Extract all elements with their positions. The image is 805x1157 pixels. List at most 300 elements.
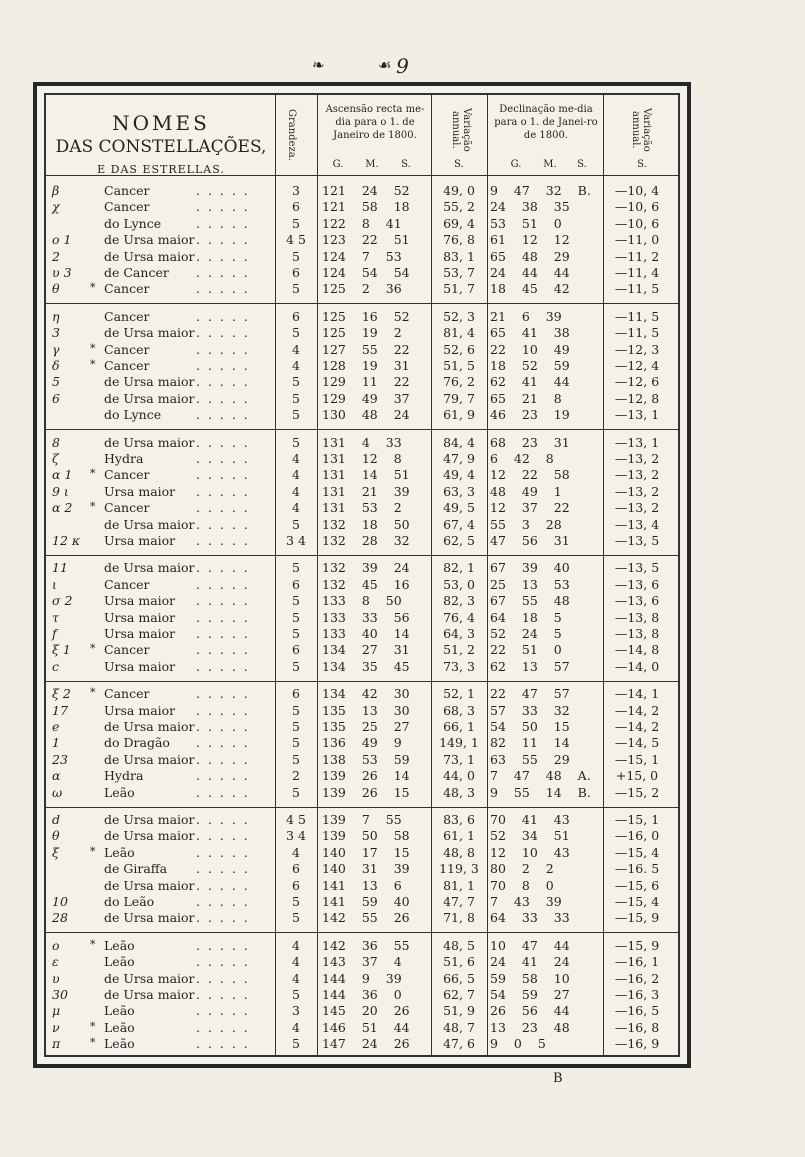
right-ascension: 129 11 22	[322, 374, 410, 390]
table-row	[46, 533, 678, 549]
declination: 67 39 40	[490, 560, 570, 576]
right-ascension: 140 31 39	[322, 861, 410, 877]
dec-variation: —15, 9	[614, 937, 660, 953]
dec-variation: —16, 9	[614, 1036, 660, 1052]
star-symbol: e	[52, 719, 60, 734]
dec-variation: —16, 1	[614, 954, 660, 970]
dec-variation: —16, 2	[614, 970, 660, 986]
ra-variation: 52, 6	[443, 341, 475, 357]
ra-variation-header: Variação annual.	[450, 108, 472, 152]
magnitude: 3 4	[286, 828, 306, 844]
table-row	[46, 812, 678, 828]
star-name: Leão	[104, 844, 135, 860]
table-row	[46, 435, 678, 451]
dec-variation: —16, 3	[614, 987, 660, 1002]
right-ascension: 132 39 24	[322, 560, 410, 576]
leader-dots: . . . . .	[196, 768, 250, 784]
leader-dots: . . . . .	[196, 937, 250, 953]
table-row	[46, 593, 678, 609]
star-name: de Ursa maior	[104, 970, 195, 986]
declination: 9 47 32 B.	[490, 183, 591, 198]
magnitude: 4	[292, 500, 300, 516]
magnitude: 2	[292, 768, 300, 784]
declination: 12 10 43	[490, 844, 570, 860]
declination: 54 59 27	[490, 987, 570, 1002]
star-symbol: θ	[52, 828, 60, 844]
declination: 25 13 53	[490, 576, 570, 592]
ra-sub-s: S.	[401, 159, 411, 170]
dec-variation: —13, 6	[614, 593, 660, 609]
leader-dots: . . . . .	[196, 265, 250, 280]
leader-dots: . . . . .	[196, 894, 250, 909]
dec-variation: —10, 6	[614, 199, 660, 215]
dec-variation: —15, 1	[614, 812, 660, 827]
declination: 67 55 48	[490, 593, 570, 609]
magnitude: 6	[292, 877, 300, 893]
table-row	[46, 828, 678, 844]
table-row	[46, 500, 678, 516]
declination: 9 0 5	[490, 1036, 546, 1052]
right-ascension: 133 40 14	[322, 626, 410, 641]
asterisk-mark: *	[90, 281, 96, 295]
magnitude: 5	[292, 702, 300, 718]
ra-variation: 44, 0	[443, 768, 475, 784]
star-symbol: d	[52, 812, 61, 827]
dec-variation: —14, 5	[614, 735, 660, 751]
header-title-2: DAS CONSTELLAÇÕES,	[55, 137, 267, 157]
ra-variation: 62, 7	[443, 987, 475, 1002]
declination: 65 41 38	[490, 325, 570, 341]
star-symbol: 11	[52, 560, 68, 576]
declination: 64 18 5	[490, 609, 562, 625]
leader-dots: . . . . .	[196, 910, 250, 926]
star-name: de Ursa maior	[104, 390, 195, 406]
ra-variation: 66, 5	[443, 970, 475, 986]
dec-variation: —13, 1	[614, 434, 660, 450]
leader-dots: . . . . .	[196, 1019, 250, 1035]
magnitude: 4	[292, 358, 300, 373]
right-ascension: 121 24 52	[322, 183, 410, 198]
star-symbol: ξ 1	[52, 642, 71, 658]
asterisk-mark: *	[90, 358, 96, 371]
star-name: Ursa maior	[104, 609, 176, 625]
magnitude: 4	[292, 1019, 300, 1035]
leader-dots: . . . . .	[196, 642, 250, 658]
star-table	[44, 93, 680, 1057]
magnitude: 6	[292, 642, 300, 658]
magnitude: 6	[292, 576, 300, 592]
star-name: Cancer	[104, 467, 150, 483]
star-name: Cancer	[104, 576, 150, 592]
right-ascension: 124 54 54	[322, 265, 410, 280]
leader-dots: . . . . .	[196, 232, 250, 248]
leader-dots: . . . . .	[196, 658, 250, 674]
dec-sub-m: M.	[543, 159, 557, 170]
ra-variation: 81, 1	[443, 877, 475, 893]
dec-variation: —13, 1	[614, 407, 660, 423]
right-ascension: 139 50 58	[322, 828, 410, 844]
dec-variation: —15, 1	[614, 751, 660, 767]
star-name: do Lynce	[104, 215, 162, 231]
magnitude: 5	[292, 248, 300, 264]
star-symbol: γ	[52, 341, 60, 357]
dec-variation: —16, 0	[614, 828, 660, 844]
dec-variation: —14, 2	[614, 719, 660, 734]
magnitude: 6	[292, 199, 300, 215]
declination: 62 41 44	[490, 374, 570, 390]
right-ascension: 140 17 15	[322, 844, 410, 860]
magnitude: 6	[292, 686, 300, 702]
dec-variation: —11, 4	[614, 265, 660, 280]
leader-dots: . . . . .	[196, 609, 250, 625]
right-ascension: 131 12 8	[322, 451, 402, 466]
right-ascension: 122 8 41	[322, 215, 402, 231]
declination: 22 47 57	[490, 686, 570, 702]
header-title: NOMES	[112, 111, 210, 135]
star-name: de Ursa maior	[104, 812, 195, 827]
dec-variation-header: Variação annual.	[630, 108, 652, 152]
declination: 47 56 31	[490, 533, 570, 548]
dec-variation: —11, 0	[614, 232, 660, 248]
table-row	[46, 309, 678, 325]
leader-dots: . . . . .	[196, 828, 250, 844]
leader-dots: . . . . .	[196, 735, 250, 751]
magnitude: 6	[292, 265, 300, 280]
ra-variation: 83, 1	[443, 248, 475, 264]
table-row	[46, 325, 678, 341]
right-ascension: 133 8 50	[322, 593, 402, 609]
magnitude: 5	[292, 374, 300, 390]
star-name: de Ursa maior	[104, 325, 195, 341]
ra-variation: 49, 0	[443, 183, 475, 198]
leader-dots: . . . . .	[196, 626, 250, 641]
right-ascension: 139 26 14	[322, 768, 410, 784]
right-ascension: 144 36 0	[322, 987, 402, 1002]
star-name: de Ursa maior	[104, 987, 195, 1002]
magnitude: 6	[292, 861, 300, 877]
dec-variation: —14, 8	[614, 642, 660, 658]
magnitude: 5	[292, 516, 300, 532]
star-symbol: 28	[52, 910, 68, 926]
declination: 7 43 39	[490, 894, 562, 909]
leader-dots: . . . . .	[196, 1003, 250, 1019]
ra-variation: 51, 9	[443, 1003, 475, 1019]
ra-variation: 84, 4	[443, 434, 475, 450]
table-row	[46, 484, 678, 500]
star-name: Cancer	[104, 686, 150, 702]
ra-sub-g: G.	[332, 159, 344, 170]
signature-mark: B	[553, 1071, 563, 1086]
star-name: de Ursa maior	[104, 374, 195, 390]
leader-dots: . . . . .	[196, 954, 250, 970]
declination: 18 45 42	[490, 281, 570, 297]
right-ascension: 134 42 30	[322, 686, 410, 702]
dec-variation: —12, 6	[614, 374, 660, 390]
asterisk-mark: *	[90, 686, 96, 700]
leader-dots: . . . . .	[196, 325, 250, 341]
dec-variation: —11, 5	[614, 325, 660, 341]
declination: 7 47 48 A.	[490, 768, 591, 784]
dec-sub-s: S.	[577, 159, 587, 170]
right-ascension: 125 19 2	[322, 325, 402, 341]
table-row	[46, 894, 678, 910]
table-row	[46, 1036, 678, 1052]
magnitude: 5	[292, 910, 300, 926]
ra-variation: 61, 9	[443, 407, 475, 423]
dec-variation: —14, 2	[614, 702, 660, 718]
magnitude: 5	[292, 325, 300, 341]
table-row	[46, 861, 678, 877]
ra-variation: 83, 6	[443, 812, 475, 827]
declination: 59 58 10	[490, 970, 570, 986]
leader-dots: . . . . .	[196, 751, 250, 767]
table-row	[46, 642, 678, 658]
right-ascension: 131 53 2	[322, 500, 402, 516]
ra-variation: 119, 3	[439, 861, 479, 877]
star-symbol: 30	[52, 987, 68, 1002]
leader-dots: . . . . .	[196, 483, 250, 499]
table-row	[46, 703, 678, 719]
right-ascension: 134 27 31	[322, 642, 410, 658]
table-row	[46, 735, 678, 751]
ra-variation: 67, 4	[443, 516, 475, 532]
dec-variation: —15, 6	[614, 877, 660, 893]
star-symbol: f	[52, 626, 57, 641]
dec-variation: +15, 0	[615, 768, 659, 784]
star-name: do Lynce	[104, 407, 162, 423]
leader-dots: . . . . .	[196, 844, 250, 860]
star-name: Hydra	[104, 451, 144, 466]
asterisk-mark: *	[90, 844, 96, 858]
right-ascension: 144 9 39	[322, 970, 402, 986]
right-ascension: 138 53 59	[322, 751, 410, 767]
declination: 21 6 39	[490, 308, 562, 324]
star-symbol: ξ	[52, 844, 59, 860]
magnitude: 4	[292, 451, 300, 466]
star-name: do Dragão	[104, 735, 170, 751]
ra-variation: 79, 7	[443, 390, 475, 406]
right-ascension: 131 14 51	[322, 467, 410, 483]
magnitude: 4	[292, 937, 300, 953]
star-symbol: δ	[52, 358, 60, 373]
leader-dots: . . . . .	[196, 533, 250, 548]
star-name: de Ursa maior	[104, 877, 195, 893]
star-symbol: α 1	[52, 467, 73, 483]
leader-dots: . . . . .	[196, 407, 250, 423]
magnitude: 5	[292, 719, 300, 734]
ra-variation: 76, 2	[443, 374, 475, 390]
leader-dots: . . . . .	[196, 560, 250, 576]
dec-variation: —13, 6	[614, 576, 660, 592]
dec-variation: —15, 4	[614, 844, 660, 860]
right-ascension: 132 28 32	[322, 533, 410, 548]
magnitude: 6	[292, 308, 300, 324]
ra-variation: 49, 5	[443, 500, 475, 516]
asterisk-mark: *	[90, 1019, 96, 1033]
ornament-right-icon: ☙	[378, 56, 390, 74]
table-row	[46, 626, 678, 642]
leader-dots: . . . . .	[196, 987, 250, 1002]
ra-variation: 61, 1	[443, 828, 475, 844]
right-ascension: 141 59 40	[322, 894, 410, 909]
star-symbol: 2	[52, 248, 60, 264]
right-ascension: 123 22 51	[322, 232, 410, 248]
leader-dots: . . . . .	[196, 812, 250, 827]
star-symbol: 12 κ	[52, 533, 81, 548]
table-row	[46, 785, 678, 801]
declination: 64 33 33	[490, 910, 570, 926]
ra-variation: 48, 5	[443, 937, 475, 953]
table-row	[46, 232, 678, 248]
table-row	[46, 845, 678, 861]
ra-variation: 55, 2	[443, 199, 475, 215]
table-row	[46, 752, 678, 768]
leader-dots: . . . . .	[196, 576, 250, 592]
table-row	[46, 281, 678, 297]
table-row	[46, 560, 678, 576]
table-row	[46, 1020, 678, 1036]
right-ascension: 142 55 26	[322, 910, 410, 926]
ra-variation: 53, 0	[443, 576, 475, 592]
right-ascension: 130 48 24	[322, 407, 410, 423]
declination: 55 3 28	[490, 516, 562, 532]
star-name: Ursa maior	[104, 626, 176, 641]
declination: 54 50 15	[490, 719, 570, 734]
ra-sub-m: M.	[365, 159, 379, 170]
declination: 9 55 14 B.	[490, 784, 591, 800]
star-name: Ursa maior	[104, 702, 176, 718]
right-ascension: 129 49 37	[322, 390, 410, 406]
ra-variation: 64, 3	[443, 626, 475, 641]
star-symbol: ν	[52, 1019, 60, 1035]
ra-variation: 62, 5	[443, 533, 475, 548]
star-symbol: ο	[52, 937, 60, 953]
leader-dots: . . . . .	[196, 970, 250, 986]
star-symbol: θ	[52, 281, 60, 297]
star-symbol: α	[52, 768, 61, 784]
dec-variation: —16, 5	[614, 1003, 660, 1019]
star-symbol: ζ	[52, 451, 59, 466]
ra-variation: 51, 7	[443, 281, 475, 297]
ra-variation: 48, 8	[443, 844, 475, 860]
dec-variation: —13, 8	[614, 609, 660, 625]
right-ascension: 128 19 31	[322, 358, 410, 373]
magnitude: 5	[292, 407, 300, 423]
star-name: do Leão	[104, 894, 155, 909]
star-name: Cancer	[104, 183, 150, 198]
star-name: de Ursa maior	[104, 828, 195, 844]
star-name: Cancer	[104, 500, 150, 516]
star-name: Ursa maior	[104, 658, 176, 674]
star-name: Leão	[104, 1019, 135, 1035]
ra-variation: 48, 7	[443, 1019, 475, 1035]
dec-variation: —11, 5	[614, 308, 660, 324]
star-name: Cancer	[104, 642, 150, 658]
magnitude: 4	[292, 341, 300, 357]
ra-variation: 53, 7	[443, 265, 475, 280]
star-symbol: ο 1	[52, 232, 72, 248]
declination: 46 23 19	[490, 407, 570, 423]
declination: 10 47 44	[490, 937, 570, 953]
star-name: de Ursa maior	[104, 751, 195, 767]
star-name: Leão	[104, 1003, 135, 1019]
star-symbol: 17	[52, 702, 68, 718]
ra-variation: 71, 8	[443, 910, 475, 926]
leader-dots: . . . . .	[196, 199, 250, 215]
leader-dots: . . . . .	[196, 390, 250, 406]
dec-variation: —12, 3	[614, 341, 660, 357]
magnitude: 5	[292, 434, 300, 450]
star-name: Leão	[104, 937, 135, 953]
table-row	[46, 467, 678, 483]
magnitude: 4 5	[286, 812, 306, 827]
dec-variation: —13, 8	[614, 626, 660, 641]
ra-variation: 47, 7	[443, 894, 475, 909]
ra-variation: 52, 3	[443, 308, 475, 324]
right-ascension: 134 35 45	[322, 658, 410, 674]
magnitude: 3 4	[286, 533, 306, 548]
star-symbol: ξ 2	[52, 686, 71, 702]
right-ascension: 147 24 26	[322, 1036, 410, 1052]
leader-dots: . . . . .	[196, 516, 250, 532]
magnitude: 5	[292, 658, 300, 674]
declination: 65 48 29	[490, 248, 570, 264]
dec-variation: —13, 5	[614, 560, 660, 576]
magnitude: 3	[292, 1003, 300, 1019]
star-name: Cancer	[104, 199, 150, 215]
star-symbol: 10	[52, 894, 68, 909]
star-name: Cancer	[104, 358, 150, 373]
declination: 68 23 31	[490, 434, 570, 450]
table-row	[46, 610, 678, 626]
ra-variation: 76, 8	[443, 232, 475, 248]
dec-variation: —13, 2	[614, 500, 660, 516]
ra-variation: 47, 9	[443, 451, 475, 466]
declination: 70 41 43	[490, 812, 570, 827]
header-title-3: E DAS ESTRELLAS.	[97, 163, 225, 176]
declination: 70 8 0	[490, 877, 554, 893]
declination: 12 22 58	[490, 467, 570, 483]
asterisk-mark: *	[90, 500, 96, 514]
dec-variation: —13, 2	[614, 467, 660, 483]
table-row	[46, 216, 678, 232]
magnitude: 5	[292, 894, 300, 909]
star-symbol: μ	[52, 1003, 61, 1019]
leader-dots: . . . . .	[196, 374, 250, 390]
star-name: Cancer	[104, 341, 150, 357]
star-name: de Giraffa	[104, 861, 168, 877]
star-name: de Ursa maior	[104, 232, 195, 248]
star-symbol: 9 ι	[52, 483, 69, 499]
star-name: de Cancer	[104, 265, 169, 280]
star-symbol: υ 3	[52, 265, 72, 280]
right-ascension: 135 25 27	[322, 719, 410, 734]
declination: 6 42 8	[490, 451, 554, 466]
ra-variation: 73, 3	[443, 658, 475, 674]
dec-variation: —13, 2	[614, 483, 660, 499]
dec-variation: —10, 6	[614, 215, 660, 231]
star-symbol: ε	[52, 954, 59, 970]
star-name: de Ursa maior	[104, 719, 195, 734]
ra-variation: 68, 3	[443, 702, 475, 718]
star-name: de Ursa maior	[104, 910, 195, 926]
magnitude: 4	[292, 970, 300, 986]
dec-variation: —15, 9	[614, 910, 660, 926]
table-row	[46, 659, 678, 675]
star-symbol: ι	[52, 576, 57, 592]
right-ascension: 124 7 53	[322, 248, 402, 264]
right-ascension: 139 26 15	[322, 784, 410, 800]
